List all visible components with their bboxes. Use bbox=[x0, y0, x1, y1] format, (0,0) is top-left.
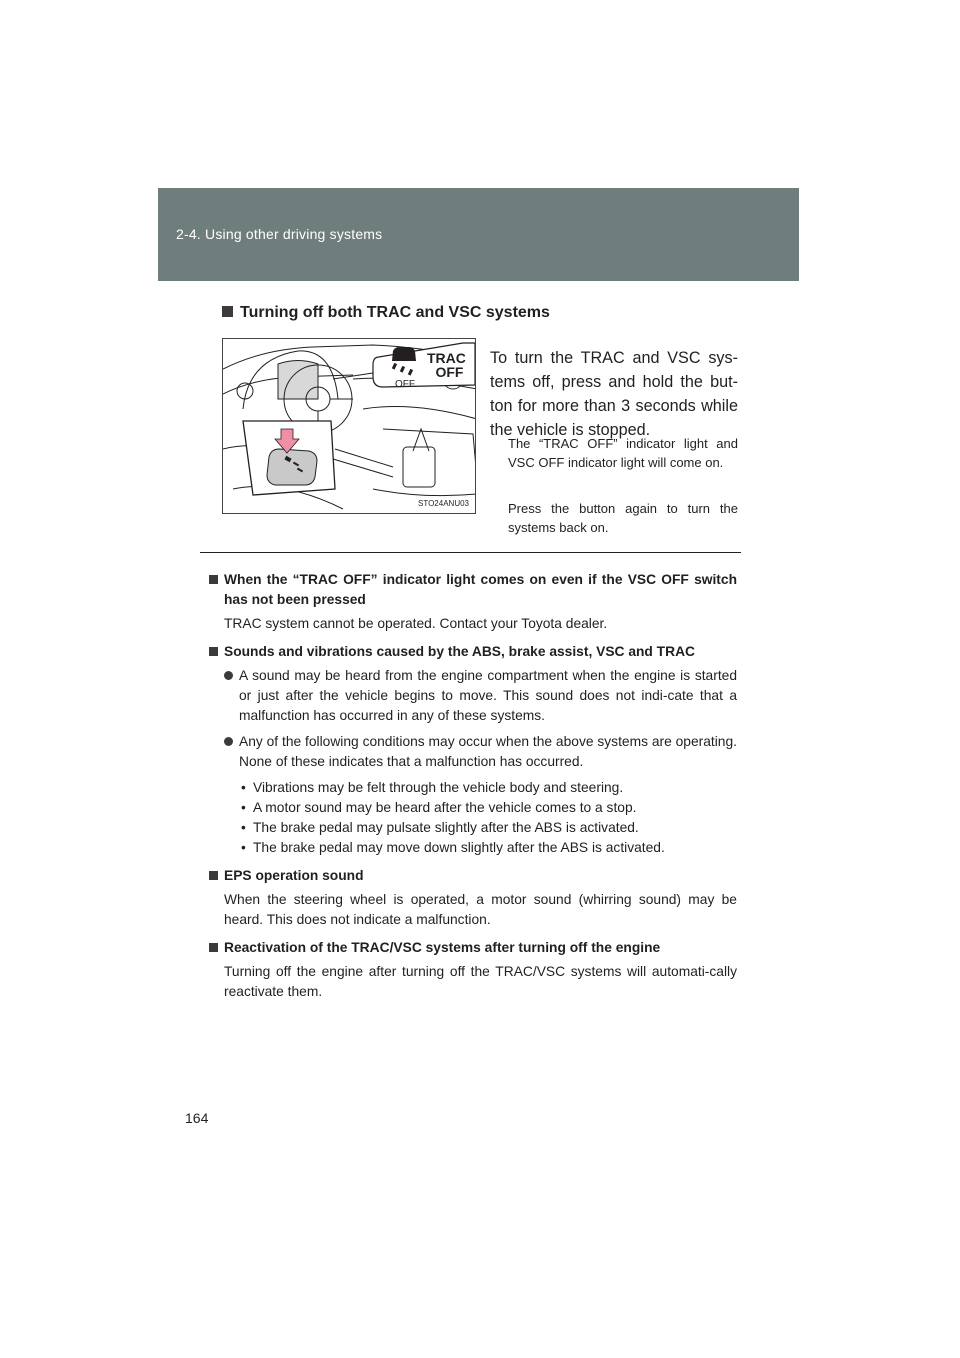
info-heading-3-text: EPS operation sound bbox=[224, 868, 364, 883]
square-bullet-icon bbox=[209, 871, 218, 880]
list-item: • The brake pedal may move down slightly after the ABS is activated. bbox=[239, 838, 737, 858]
header-band bbox=[158, 188, 799, 281]
list-item: • The brake pedal may pulsate slightly after the ABS is activated. bbox=[239, 818, 737, 838]
circle-bullet-icon bbox=[224, 737, 233, 746]
info-section bbox=[209, 570, 737, 1010]
square-bullet-icon bbox=[209, 943, 218, 952]
list-item: • Vibrations may be felt through the vehicle body and steering. bbox=[239, 778, 737, 798]
square-bullet-icon bbox=[222, 306, 233, 317]
section-title-text: Turning off both TRAC and VSC systems bbox=[240, 304, 550, 321]
info-heading-3 bbox=[209, 866, 737, 886]
info-dot-1-text: A sound may be heard from the engine compartment when the engine is started or just after the vehicle begins to move. This sound does not indi-cate that a malfunction has occurred in any of these systems. bbox=[239, 668, 737, 723]
figure-code: STO24ANU03 bbox=[418, 499, 469, 508]
info-heading-1-text: When the “TRAC OFF” indicator light comes on even if the VSC OFF switch has not been pressed bbox=[224, 572, 737, 607]
info-body-3: When the steering wheel is operated, a motor sound (whirring sound) may be heard. This does not indicate a malfunction. bbox=[224, 892, 737, 927]
list-item: • A motor sound may be heard after the vehicle comes to a stop. bbox=[239, 798, 737, 818]
dashboard-illustration bbox=[222, 338, 476, 514]
conditions-list bbox=[209, 778, 737, 858]
page-number: 164 bbox=[185, 1110, 209, 1126]
intro-paragraph: To turn the TRAC and VSC sys-tems off, press and hold the but-ton for more than 3 seconds while the vehicle is stopped. bbox=[490, 349, 738, 439]
section-divider bbox=[200, 552, 741, 553]
info-heading-4 bbox=[209, 938, 737, 958]
section-header: 2-4. Using other driving systems bbox=[176, 226, 383, 242]
circle-bullet-icon bbox=[224, 671, 233, 680]
callout-line-2: OFF bbox=[435, 364, 464, 380]
section-title bbox=[222, 304, 550, 322]
info-body-1: TRAC system cannot be operated. Contact your Toyota dealer. bbox=[224, 616, 608, 631]
info-heading-1 bbox=[209, 570, 737, 610]
info-dot-2-text: Any of the following conditions may occur when the above systems are operating. None of these indicates that a malfunction has occurred. bbox=[239, 734, 737, 769]
info-heading-2-text: Sounds and vibrations caused by the ABS, brake assist, VSC and TRAC bbox=[224, 644, 695, 659]
info-dot-1 bbox=[209, 666, 737, 726]
info-dot-2 bbox=[209, 732, 737, 772]
callout-line-1: TRAC bbox=[427, 350, 466, 366]
note-press-again: Press the button again to turn the systems back on. bbox=[508, 501, 738, 535]
info-heading-2 bbox=[209, 642, 737, 662]
note-indicator: The “TRAC OFF” indicator light and VSC OFF indicator light will come on. bbox=[508, 436, 738, 470]
callout-small-label: OFF bbox=[395, 379, 415, 390]
callout-label bbox=[427, 351, 466, 379]
square-bullet-icon bbox=[209, 575, 218, 584]
square-bullet-icon bbox=[209, 647, 218, 656]
info-heading-4-text: Reactivation of the TRAC/VSC systems after turning off the engine bbox=[224, 940, 661, 955]
info-body-4: Turning off the engine after turning off the TRAC/VSC systems will automati-cally reactivate them. bbox=[224, 964, 737, 999]
